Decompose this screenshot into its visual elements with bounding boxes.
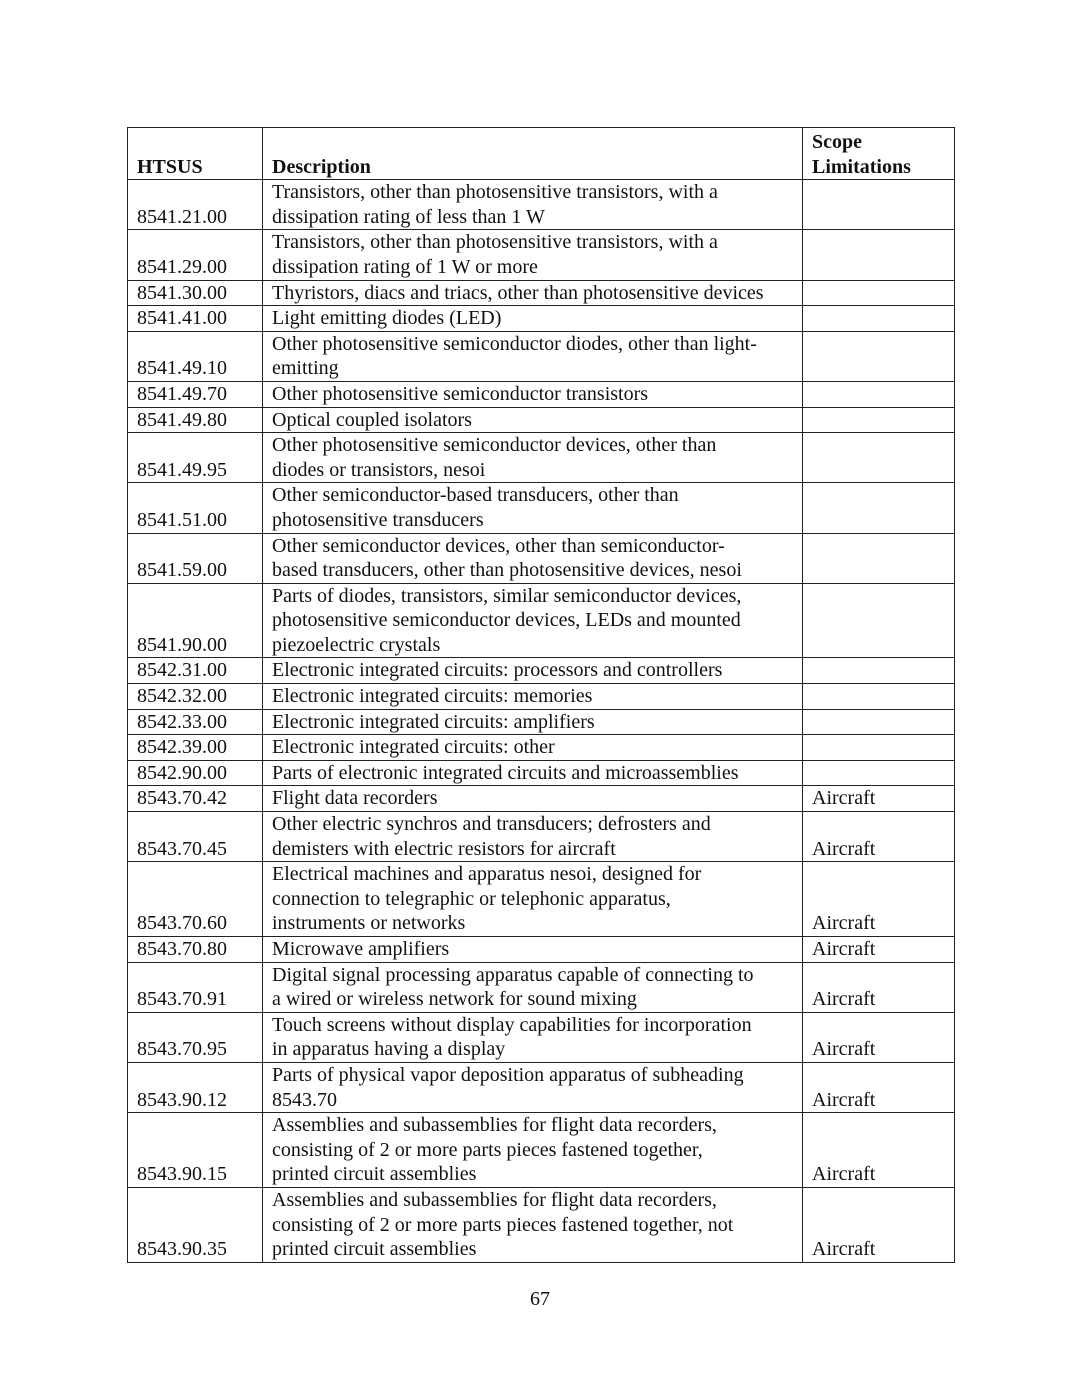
scope-limitations-cell — [803, 407, 955, 433]
description-cell: Other semiconductor devices, other than semiconductor- based transducers, other than photosensitive devices, nesoi — [263, 533, 803, 583]
scope-limitations-cell: Aircraft — [803, 862, 955, 937]
htsus-code-cell: 8542.32.00 — [128, 684, 263, 710]
htsus-code-cell: 8543.90.35 — [128, 1187, 263, 1262]
header-row — [128, 128, 955, 180]
htsus-code-cell: 8543.70.80 — [128, 937, 263, 963]
table-body — [128, 180, 955, 1263]
table-row — [128, 786, 955, 812]
scope-limitations-cell — [803, 230, 955, 280]
htsus-code-cell: 8543.70.60 — [128, 862, 263, 937]
htsus-code-cell: 8541.41.00 — [128, 306, 263, 332]
scope-limitations-cell — [803, 533, 955, 583]
description-cell: Microwave amplifiers — [263, 937, 803, 963]
scope-limitations-cell: Aircraft — [803, 1187, 955, 1262]
table-row — [128, 331, 955, 381]
table-row — [128, 658, 955, 684]
scope-limitations-cell: Aircraft — [803, 786, 955, 812]
scope-limitations-cell — [803, 331, 955, 381]
header-scope-limitations: Scope Limitations — [803, 128, 955, 180]
htsus-code-cell: 8542.31.00 — [128, 658, 263, 684]
page-number: 67 — [530, 1288, 550, 1310]
table-row — [128, 760, 955, 786]
description-cell: Parts of electronic integrated circuits and microassemblies — [263, 760, 803, 786]
description-cell: Electronic integrated circuits: amplifiers — [263, 709, 803, 735]
table-row — [128, 1062, 955, 1112]
description-cell: Transistors, other than photosensitive transistors, with a dissipation rating of less than 1 W — [263, 180, 803, 230]
htsus-code-cell: 8541.29.00 — [128, 230, 263, 280]
htsus-code-cell: 8541.59.00 — [128, 533, 263, 583]
description-cell: Other photosensitive semiconductor transistors — [263, 381, 803, 407]
table-row — [128, 1187, 955, 1262]
table-row — [128, 306, 955, 332]
htsus-code-cell: 8543.70.91 — [128, 962, 263, 1012]
htsus-code-cell: 8543.70.42 — [128, 786, 263, 812]
htsus-table — [127, 127, 955, 1263]
description-cell: Other electric synchros and transducers; defrosters and demisters with electric resistors for aircraft — [263, 812, 803, 862]
scope-limitations-cell: Aircraft — [803, 1113, 955, 1188]
table-row — [128, 684, 955, 710]
description-cell: Light emitting diodes (LED) — [263, 306, 803, 332]
scope-limitations-cell — [803, 760, 955, 786]
table-row — [128, 433, 955, 483]
scope-limitations-cell — [803, 684, 955, 710]
htsus-code-cell: 8541.49.70 — [128, 381, 263, 407]
scope-limitations-cell — [803, 583, 955, 658]
htsus-code-cell: 8541.30.00 — [128, 280, 263, 306]
scope-limitations-cell — [803, 709, 955, 735]
description-cell: Optical coupled isolators — [263, 407, 803, 433]
table-row — [128, 407, 955, 433]
htsus-code-cell: 8541.51.00 — [128, 483, 263, 533]
scope-limitations-cell: Aircraft — [803, 937, 955, 963]
table-row — [128, 862, 955, 937]
scope-limitations-cell: Aircraft — [803, 812, 955, 862]
description-cell: Electrical machines and apparatus nesoi, designed for connection to telegraphic or telephonic apparatus, instruments or networks — [263, 862, 803, 937]
htsus-code-cell: 8541.49.95 — [128, 433, 263, 483]
description-cell: Flight data recorders — [263, 786, 803, 812]
htsus-code-cell: 8541.49.80 — [128, 407, 263, 433]
description-cell: Transistors, other than photosensitive transistors, with a dissipation rating of 1 W or more — [263, 230, 803, 280]
htsus-code-cell: 8541.21.00 — [128, 180, 263, 230]
table-row — [128, 533, 955, 583]
scope-limitations-cell: Aircraft — [803, 1012, 955, 1062]
htsus-code-cell: 8543.90.15 — [128, 1113, 263, 1188]
description-cell: Touch screens without display capabilities for incorporation in apparatus having a display — [263, 1012, 803, 1062]
htsus-code-cell: 8541.49.10 — [128, 331, 263, 381]
header-description: Description — [263, 128, 803, 180]
scope-limitations-cell: Aircraft — [803, 962, 955, 1012]
table-row — [128, 180, 955, 230]
description-cell: Electronic integrated circuits: memories — [263, 684, 803, 710]
description-cell: Parts of diodes, transistors, similar semiconductor devices, photosensitive semiconductor devices, LEDs and mounted piezoelectric crystals — [263, 583, 803, 658]
description-cell: Other semiconductor-based transducers, other than photosensitive transducers — [263, 483, 803, 533]
htsus-code-cell: 8543.90.12 — [128, 1062, 263, 1112]
description-cell: Assemblies and subassemblies for flight data recorders, consisting of 2 or more parts pieces fastened together, not printed circuit assemblies — [263, 1187, 803, 1262]
scope-limitations-cell — [803, 433, 955, 483]
scope-limitations-cell — [803, 280, 955, 306]
description-cell: Parts of physical vapor deposition apparatus of subheading 8543.70 — [263, 1062, 803, 1112]
description-cell: Other photosensitive semiconductor devices, other than diodes or transistors, nesoi — [263, 433, 803, 483]
scope-limitations-cell — [803, 735, 955, 761]
htsus-code-cell: 8542.90.00 — [128, 760, 263, 786]
htsus-code-cell: 8541.90.00 — [128, 583, 263, 658]
description-cell: Electronic integrated circuits: other — [263, 735, 803, 761]
table-row — [128, 583, 955, 658]
description-cell: Electronic integrated circuits: processors and controllers — [263, 658, 803, 684]
scope-limitations-cell — [803, 483, 955, 533]
description-cell: Assemblies and subassemblies for flight data recorders, consisting of 2 or more parts pieces fastened together, printed circuit assemblies — [263, 1113, 803, 1188]
table-row — [128, 709, 955, 735]
scope-limitations-cell — [803, 180, 955, 230]
table-row — [128, 1012, 955, 1062]
header-htsus: HTSUS — [128, 128, 263, 180]
table-row — [128, 735, 955, 761]
scope-limitations-cell — [803, 306, 955, 332]
scope-limitations-cell — [803, 658, 955, 684]
table-row — [128, 483, 955, 533]
htsus-code-cell: 8543.70.45 — [128, 812, 263, 862]
table-row — [128, 280, 955, 306]
description-cell: Digital signal processing apparatus capable of connecting to a wired or wireless network for sound mixing — [263, 962, 803, 1012]
scope-limitations-cell — [803, 381, 955, 407]
scope-limitations-cell: Aircraft — [803, 1062, 955, 1112]
htsus-code-cell: 8542.33.00 — [128, 709, 263, 735]
table-row — [128, 962, 955, 1012]
table-row — [128, 937, 955, 963]
table-row — [128, 230, 955, 280]
htsus-code-cell: 8543.70.95 — [128, 1012, 263, 1062]
description-cell: Thyristors, diacs and triacs, other than photosensitive devices — [263, 280, 803, 306]
description-cell: Other photosensitive semiconductor diodes, other than light- emitting — [263, 331, 803, 381]
table-row — [128, 1113, 955, 1188]
htsus-code-cell: 8542.39.00 — [128, 735, 263, 761]
table-row — [128, 381, 955, 407]
table-row — [128, 812, 955, 862]
